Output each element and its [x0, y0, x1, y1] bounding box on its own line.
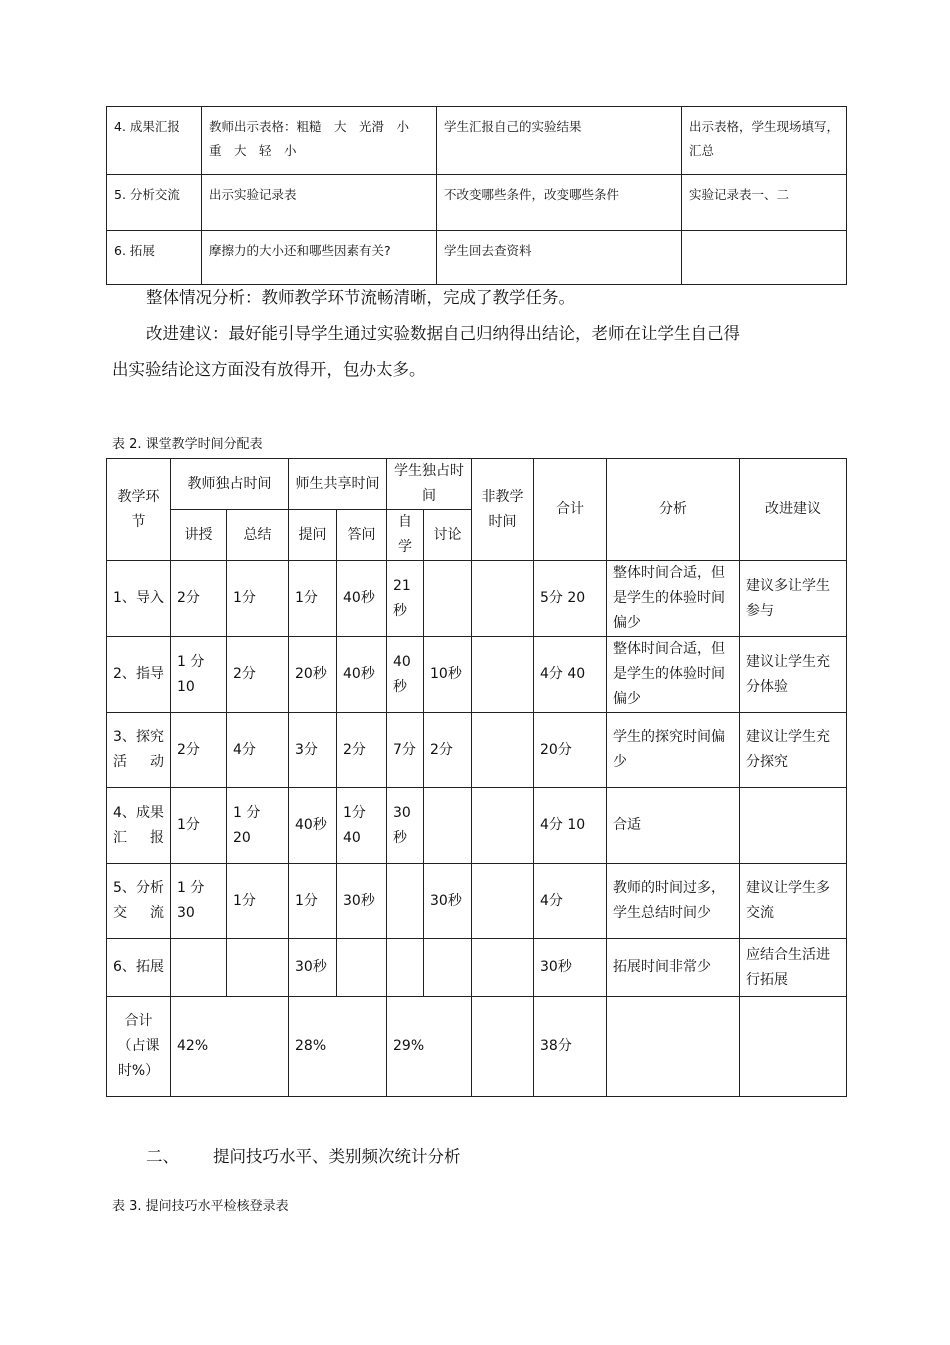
stage-cell: 4、成果汇报 — [107, 788, 171, 864]
lecture-cell: 1分 — [171, 788, 227, 864]
total-shared-cell: 28% — [289, 997, 387, 1097]
header-nonteach-time: 非教学时间 — [472, 459, 534, 561]
stage-cell: 1、导入 — [107, 561, 171, 637]
teacher-cell: 教师出示表格：粗糙 大 光滑 小 重 大 轻 小 — [202, 107, 437, 175]
lecture-cell — [171, 939, 227, 997]
suggestion-cell: 建议让学生充分探究 — [740, 713, 847, 788]
stage-cell: 3、探究活动 — [107, 713, 171, 788]
answer-cell: 2分 — [337, 713, 387, 788]
summary-cell: 1分 — [227, 864, 289, 939]
nonteach-cell — [472, 788, 534, 864]
lecture-cell: 2分 — [171, 561, 227, 637]
analysis-cell: 合适 — [607, 788, 740, 864]
header-teacher-time: 教师独占时间 — [171, 459, 289, 510]
summary-cell: 2分 — [227, 637, 289, 713]
stage-cell: 4. 成果汇报 — [107, 107, 202, 175]
suggestion-cell: 建议让学生充分体验 — [740, 637, 847, 713]
self-cell: 40秒 — [387, 637, 424, 713]
total-cell: 4分 10 — [534, 788, 607, 864]
header-lecture: 讲授 — [171, 510, 227, 561]
summary-cell: 1分 — [227, 561, 289, 637]
discuss-cell — [424, 788, 472, 864]
header-suggestion: 改进建议 — [740, 459, 847, 561]
activity-table — [106, 106, 847, 285]
teacher-cell: 出示实验记录表 — [202, 175, 437, 231]
total-teacher-cell: 42% — [171, 997, 289, 1097]
header-answer: 答问 — [337, 510, 387, 561]
discuss-cell: 2分 — [424, 713, 472, 788]
note-cell — [682, 231, 847, 285]
analysis-cell: 教师的时间过多，学生总结时间少 — [607, 864, 740, 939]
student-cell: 学生汇报自己的实验结果 — [437, 107, 682, 175]
suggestion-cell: 建议多让学生参与 — [740, 561, 847, 637]
discuss-cell — [424, 939, 472, 997]
improvement-line-1: 改进建议：最好能引导学生通过实验数据自己归纳得出结论，老师在让学生自己得 — [146, 324, 740, 343]
discuss-cell: 10秒 — [424, 637, 472, 713]
answer-cell: 1分 40 — [337, 788, 387, 864]
answer-cell: 30秒 — [337, 864, 387, 939]
total-student-cell: 29% — [387, 997, 472, 1097]
analysis-cell: 学生的探究时间偏少 — [607, 713, 740, 788]
table-row — [107, 561, 847, 637]
header-analysis: 分析 — [607, 459, 740, 561]
nonteach-cell — [472, 561, 534, 637]
nonteach-cell — [472, 713, 534, 788]
analysis-cell: 整体时间合适，但是学生的体验时间偏少 — [607, 561, 740, 637]
total-cell: 5分 20 — [534, 561, 607, 637]
discuss-cell: 30秒 — [424, 864, 472, 939]
total-analysis-cell — [607, 997, 740, 1097]
answer-cell: 40秒 — [337, 637, 387, 713]
total-suggestion-cell — [740, 997, 847, 1097]
discuss-cell — [424, 561, 472, 637]
table-row — [107, 107, 847, 175]
ask-cell: 30秒 — [289, 939, 337, 997]
suggestion-cell: 建议让学生多交流 — [740, 864, 847, 939]
answer-cell — [337, 939, 387, 997]
improvement-line-2: 出实验结论这方面没有放得开，包办太多。 — [112, 360, 426, 379]
student-cell: 不改变哪些条件，改变哪些条件 — [437, 175, 682, 231]
stage-cell: 6、拓展 — [107, 939, 171, 997]
student-cell: 学生回去查资料 — [437, 231, 682, 285]
self-cell: 21秒 — [387, 561, 424, 637]
table-row — [107, 637, 847, 713]
stage-cell: 2、指导 — [107, 637, 171, 713]
stage-cell: 5. 分析交流 — [107, 175, 202, 231]
header-student-time: 学生独占时间 — [387, 459, 472, 510]
header-stage: 教学环节 — [107, 459, 171, 561]
total-stage-cell: 合计（占课时%） — [107, 997, 171, 1097]
table-row — [107, 175, 847, 231]
total-minutes-cell: 38分 — [534, 997, 607, 1097]
time-allocation-table — [106, 458, 847, 1097]
teacher-cell: 摩擦力的大小还和哪些因素有关? — [202, 231, 437, 285]
header-total: 合计 — [534, 459, 607, 561]
self-cell: 7分 — [387, 713, 424, 788]
ask-cell: 3分 — [289, 713, 337, 788]
nonteach-cell — [472, 939, 534, 997]
self-cell — [387, 864, 424, 939]
nonteach-cell — [472, 637, 534, 713]
total-cell: 4分 — [534, 864, 607, 939]
note-cell: 出示表格，学生现场填写，汇总 — [682, 107, 847, 175]
table-row — [107, 939, 847, 997]
lecture-cell: 1 分 30 — [171, 864, 227, 939]
answer-cell: 40秒 — [337, 561, 387, 637]
header-discuss: 讨论 — [424, 510, 472, 561]
stage-cell: 6. 拓展 — [107, 231, 202, 285]
total-cell: 4分 40 — [534, 637, 607, 713]
table-row — [107, 864, 847, 939]
summary-cell — [227, 939, 289, 997]
note-cell: 实验记录表一、二 — [682, 175, 847, 231]
header-row — [107, 459, 847, 510]
table-row — [107, 713, 847, 788]
table-row — [107, 231, 847, 285]
total-row — [107, 997, 847, 1097]
ask-cell: 20秒 — [289, 637, 337, 713]
header-ask: 提问 — [289, 510, 337, 561]
analysis-cell: 整体时间合适，但是学生的体验时间偏少 — [607, 637, 740, 713]
ask-cell: 1分 — [289, 864, 337, 939]
total-cell: 20分 — [534, 713, 607, 788]
header-summary: 总结 — [227, 510, 289, 561]
overall-analysis: 整体情况分析：教师教学环节流畅清晰，完成了教学任务。 — [146, 288, 575, 307]
table2-caption: 表 2. 课堂教学时间分配表 — [112, 437, 263, 452]
self-cell: 30秒 — [387, 788, 424, 864]
suggestion-cell: 应结合生活进行拓展 — [740, 939, 847, 997]
nonteach-cell — [472, 864, 534, 939]
summary-cell: 4分 — [227, 713, 289, 788]
ask-cell: 40秒 — [289, 788, 337, 864]
section-title: 提问技巧水平、类别频次统计分析 — [213, 1147, 461, 1166]
suggestion-cell — [740, 788, 847, 864]
lecture-cell: 2分 — [171, 713, 227, 788]
stage-cell: 5、分析交流 — [107, 864, 171, 939]
ask-cell: 1分 — [289, 561, 337, 637]
table3-caption: 表 3. 提问技巧水平检核登录表 — [112, 1199, 289, 1214]
lecture-cell: 1 分 10 — [171, 637, 227, 713]
summary-cell: 1 分 20 — [227, 788, 289, 864]
header-self-study: 自学 — [387, 510, 424, 561]
analysis-cell: 拓展时间非常少 — [607, 939, 740, 997]
total-nonteach-cell — [472, 997, 534, 1097]
table-row — [107, 788, 847, 864]
section-number: 二、 — [146, 1147, 179, 1166]
header-shared-time: 师生共享时间 — [289, 459, 387, 510]
total-cell: 30秒 — [534, 939, 607, 997]
self-cell — [387, 939, 424, 997]
